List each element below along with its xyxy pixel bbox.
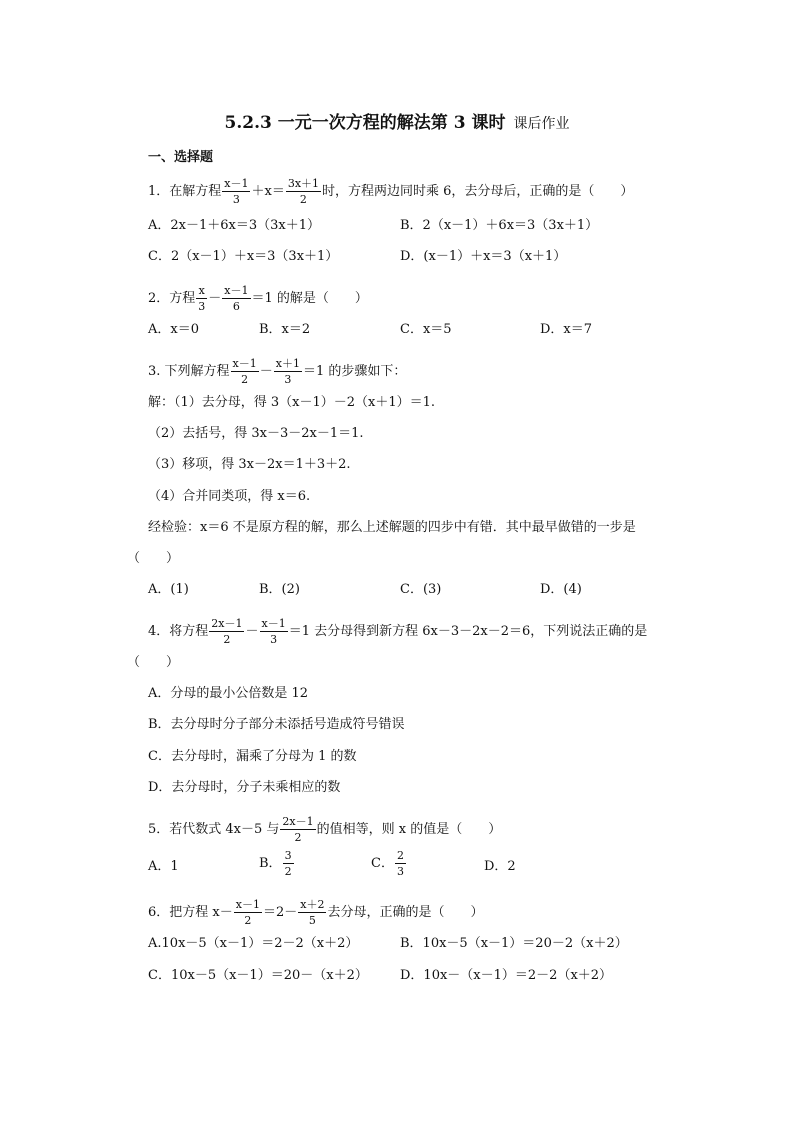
q5-option-c-fraction: $\frac{2}{3}$ [396, 849, 404, 878]
question-2 [148, 285, 368, 312]
q6-option-c[interactable]: C．10x－5（x－1）＝20－（x＋2） [148, 968, 368, 983]
q3-option-a[interactable]: A．(1) [148, 582, 189, 597]
q1-fraction-2: $\frac{3x+1}{2}$ [287, 177, 320, 206]
q5-suffix: 的值相等，则 x 的值是（ ） [316, 822, 502, 837]
q3-fraction-2: $\frac{x+1}{3}$ [275, 357, 300, 386]
q6-fraction-1: $\frac{x-1}{2}$ [235, 898, 260, 927]
q5-option-b-fraction: $\frac{3}{2}$ [284, 849, 292, 878]
q5-prefix: 5．若代数式 4x－5 与 [148, 822, 280, 837]
q1-option-b[interactable]: B．2（x－1）＋6x＝3（3x＋1） [400, 218, 599, 233]
q3-step-4: （4）合并同类项，得 x＝6. [148, 489, 311, 504]
q3-option-c[interactable]: C．(3) [400, 582, 442, 597]
q3-prefix: 3. 下列解方程 [148, 364, 230, 379]
q4-option-b[interactable]: B．去分母时分子部分未添括号造成符号错误 [148, 717, 405, 732]
q2-option-d[interactable]: D．x＝7 [540, 322, 593, 337]
title-subtitle: 课后作业 [513, 116, 570, 132]
question-4 [148, 618, 647, 645]
q1-option-a[interactable]: A．2x－1＋6x＝3（3x＋1） [148, 218, 321, 233]
q4-fraction-2: $\frac{x-1}{3}$ [261, 617, 286, 646]
q3-check-text: 经检验：x＝6 不是原方程的解，那么上述解题的四步中有错．其中最早做错的一步是 [148, 520, 636, 535]
q6-prefix: 6．把方程 x－ [148, 905, 233, 920]
section-heading: 一、选择题 [148, 150, 214, 165]
q1-prefix: 1．在解方程 [148, 184, 222, 199]
q6-mid: ＝2－ [262, 905, 298, 920]
q3-fraction-1: $\frac{x-1}{2}$ [232, 357, 257, 386]
q1-suffix: 时，方程两边同时乘 6，去分母后，正确的是（ ） [322, 184, 634, 199]
q2-mid: － [208, 291, 222, 306]
question-6 [148, 899, 483, 926]
q6-fraction-2: $\frac{x+2}{5}$ [300, 898, 325, 927]
q3-option-b[interactable]: B．(2) [259, 582, 300, 597]
q4-suffix: ＝1 去分母得到新方程 6x－3－2x－2＝6，下列说法正确的是 [288, 624, 648, 639]
q1-fraction-1: $\frac{x-1}{3}$ [224, 177, 249, 206]
q4-option-c[interactable]: C．去分母时，漏乘了分母为 1 的数 [148, 749, 357, 764]
q6-option-d[interactable]: D．10x－（x－1）＝2－2（x＋2） [400, 968, 613, 983]
q2-prefix: 2．方程 [148, 291, 196, 306]
q4-answer-paren: （ ） [127, 655, 180, 670]
q3-step-1: 解：（1）去分母，得 3（x－1）－2（x＋1）＝1. [148, 395, 436, 410]
q4-fraction-1: $\frac{2x-1}{2}$ [211, 617, 243, 646]
q6-option-a[interactable]: A.10x－5（x－1）＝2－2（x＋2） [148, 936, 359, 951]
q5-option-a[interactable]: A．1 [148, 859, 179, 874]
q5-fraction-1: $\frac{2x-1}{2}$ [282, 815, 314, 844]
q1-option-d[interactable]: D．(x－1）＋x＝3（x＋1） [400, 249, 567, 264]
q5-option-c[interactable]: C． $\frac{2}{3}$ [371, 849, 404, 878]
q4-option-a[interactable]: A．分母的最小公倍数是 12 [148, 686, 309, 701]
q2-suffix: ＝1 的解是（ ） [251, 291, 368, 306]
q4-mid: － [245, 624, 259, 639]
q4-option-d[interactable]: D．去分母时，分子未乘相应的数 [148, 780, 341, 795]
title-main: 5.2.3 一元一次方程的解法第 3 课时 [224, 113, 506, 133]
q4-prefix: 4．将方程 [148, 624, 209, 639]
q2-option-b[interactable]: B．x＝2 [259, 322, 311, 337]
worksheet-title [0, 108, 794, 133]
q5-option-b[interactable]: B． $\frac{3}{2}$ [259, 849, 292, 878]
question-3 [148, 358, 406, 385]
q3-step-3: （3）移项，得 3x－2x＝1＋3＋2. [148, 457, 351, 472]
q2-fraction-2: $\frac{x-1}{6}$ [224, 284, 249, 313]
q2-option-a[interactable]: A．x＝0 [148, 322, 199, 337]
q6-suffix: 去分母，正确的是（ ） [327, 905, 484, 920]
q2-option-c[interactable]: C．x＝5 [400, 322, 452, 337]
question-1 [148, 178, 633, 205]
q3-option-d[interactable]: D．(4) [540, 582, 582, 597]
q6-option-b[interactable]: B．10x－5（x－1）＝20－2（x＋2） [400, 936, 628, 951]
q3-answer-paren: （ ） [127, 551, 180, 566]
q3-mid: － [259, 364, 273, 379]
q5-option-d[interactable]: D．2 [484, 859, 516, 874]
q3-step-2: （2）去括号，得 3x－3－2x－1＝1. [148, 426, 364, 441]
question-5 [148, 816, 501, 843]
q1-option-c[interactable]: C．2（x－1）＋x＝3（3x＋1） [148, 249, 339, 264]
q2-fraction-1: $\frac{x}{3}$ [198, 284, 206, 313]
q1-mid: ＋x＝ [251, 184, 285, 199]
q3-suffix: ＝1 的步骤如下： [302, 364, 407, 379]
